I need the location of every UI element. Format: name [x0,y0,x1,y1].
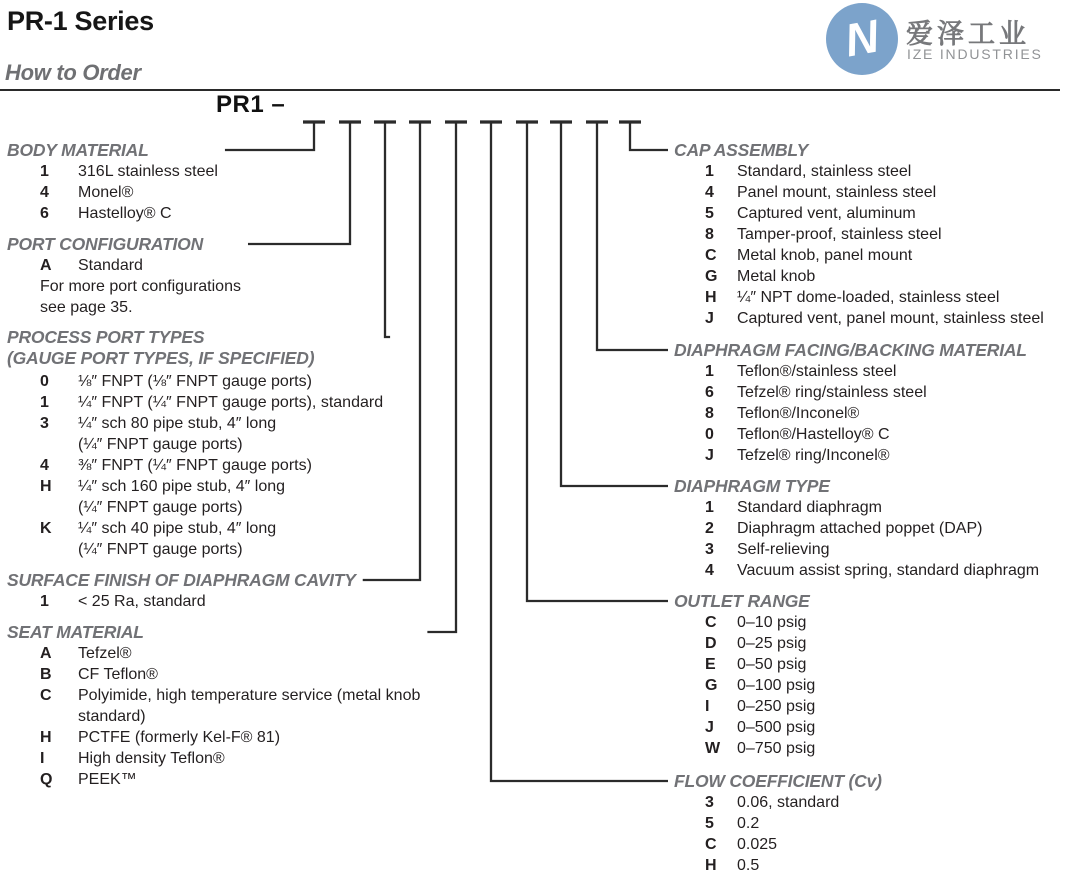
section-flow-coefficient [674,771,882,876]
option-code: 4 [40,457,49,474]
option-note-row [7,276,241,297]
section-outlet-range [674,591,815,759]
option-code: 1 [40,394,49,411]
option-code: 5 [705,815,714,832]
option-text: Metal knob, panel mount [737,247,913,264]
option-text: 0.06, standard [737,794,840,811]
option-code: 4 [705,562,714,579]
option-row [674,834,882,855]
option-text: 0–10 psig [737,614,807,631]
option-row [674,308,1044,329]
option-text: 0–25 psig [737,635,807,652]
option-row [674,792,882,813]
svg-text:N: N [840,9,883,67]
option-text: Standard [78,257,143,274]
option-text: PEEK™ [78,771,137,788]
option-text: Monel® [78,184,134,201]
option-code: D [705,635,717,652]
option-code: K [40,520,52,537]
option-code: 1 [40,163,49,180]
section-port-configuration [7,234,241,318]
option-text: Polyimide, high temperature service (metal knob [78,687,421,704]
model-prefix: PR1 – [216,91,286,118]
option-code: B [40,666,52,683]
option-text: 0–250 psig [737,698,816,715]
section-diaphragm-facing [674,340,1027,466]
option-text: 0.2 [737,815,760,832]
option-text: ¼″ NPT dome-loaded, stainless steel [737,289,1000,306]
option-row [674,675,815,696]
option-row [7,182,218,203]
option-row [7,664,420,685]
section-heading: PORT CONFIGURATION [7,234,204,254]
section-heading: DIAPHRAGM TYPE [674,476,830,496]
option-text: 0–500 psig [737,719,816,736]
option-row [674,633,815,654]
option-code: I [705,698,710,715]
option-row [7,748,420,769]
option-code: E [705,656,716,673]
option-code: 5 [705,205,714,222]
option-code: J [705,447,714,464]
option-code: 4 [705,184,714,201]
option-row [7,539,383,560]
option-row [7,643,420,664]
option-code: 1 [705,499,714,516]
option-row [674,403,1027,424]
option-code: Q [40,771,53,788]
section-subheading: (GAUGE PORT TYPES, IF SPECIFIED) [7,348,315,368]
option-row [7,434,383,455]
option-code: C [705,836,717,853]
option-row [7,413,383,434]
option-text: Captured vent, aluminum [737,205,916,222]
option-text: (¼″ FNPT gauge ports) [78,499,243,516]
option-row [674,539,1039,560]
option-row [7,371,383,392]
option-row [674,266,1044,287]
option-code: A [40,645,52,662]
option-row [674,518,1039,539]
option-row [7,455,383,476]
option-code: 2 [705,520,714,537]
section-heading: PROCESS PORT TYPES [7,327,205,347]
option-row [674,855,882,876]
option-row [674,445,1027,466]
option-row [674,654,815,675]
option-row [7,769,420,790]
option-note: see page 35. [40,299,133,316]
option-text: Tefzel® [78,645,132,662]
option-row [674,182,1044,203]
option-code: 1 [705,163,714,180]
option-code: G [705,677,718,694]
option-row [7,591,356,612]
option-code: 3 [40,415,49,432]
section-heading: SURFACE FINISH OF DIAPHRAGM CAVITY [7,570,356,590]
option-text: Tamper-proof, stainless steel [737,226,942,243]
page-title: PR-1 Series [7,6,154,36]
option-text: 0–750 psig [737,740,816,757]
option-row [674,717,815,738]
option-row [674,245,1044,266]
logo-chinese-name: 爱泽工业 [906,19,1030,49]
option-code: W [705,740,721,757]
option-code: H [40,478,52,495]
option-text: Hastelloy® C [78,205,172,222]
how-to-order-heading: How to Order [5,60,141,85]
option-row [674,287,1044,308]
option-code: C [40,687,52,704]
option-row [7,518,383,539]
section-heading: SEAT MATERIAL [7,622,144,642]
option-text: Metal knob [737,268,816,285]
option-text: ¼″ FNPT (¼″ FNPT gauge ports), standard [78,394,384,411]
section-body-material [7,140,218,224]
option-text: 0.025 [737,836,778,853]
option-row [674,224,1044,245]
option-text: Teflon®/Hastelloy® C [737,426,890,443]
section-process-port-types [7,327,383,560]
option-text: ¼″ sch 40 pipe stub, 4″ long [78,520,277,537]
option-row [7,203,218,224]
option-row [7,392,383,413]
option-code: 0 [40,373,49,390]
option-row [7,706,420,727]
option-row [674,361,1027,382]
option-text: 316L stainless steel [78,163,218,180]
option-row [7,685,420,706]
option-code: 3 [705,541,714,558]
section-heading: FLOW COEFFICIENT (Cv) [674,771,882,791]
option-code: 8 [705,405,714,422]
option-code: A [40,257,52,274]
option-text: ¼″ sch 160 pipe stub, 4″ long [78,478,286,495]
option-code: 3 [705,794,714,811]
option-text: Tefzel® ring/Inconel® [737,447,890,464]
option-row [674,813,882,834]
option-code: 4 [40,184,49,201]
option-text: Self-relieving [737,541,830,558]
option-row [674,696,815,717]
option-text: (¼″ FNPT gauge ports) [78,436,243,453]
option-text: CF Teflon® [78,666,158,683]
option-row [674,738,815,759]
option-text: ¼″ sch 80 pipe stub, 4″ long [78,415,277,432]
option-text: Standard diaphragm [737,499,882,516]
option-code: 0 [705,426,714,443]
option-row [674,560,1039,581]
option-text: (¼″ FNPT gauge ports) [78,541,243,558]
section-diaphragm-type [674,476,1039,581]
option-code: J [705,310,714,327]
option-code: H [705,857,717,874]
option-row [674,382,1027,403]
option-code: 6 [705,384,714,401]
section-heading: BODY MATERIAL [7,140,149,160]
option-text: < 25 Ra, standard [78,593,206,610]
option-row [674,203,1044,224]
option-row [7,497,383,518]
option-code: C [705,247,717,264]
option-row [674,424,1027,445]
section-cap-assembly [674,140,1044,329]
option-text: 0.5 [737,857,760,874]
option-code: 1 [705,363,714,380]
option-code: J [705,719,714,736]
option-text: High density Teflon® [78,750,225,767]
option-code: I [40,750,45,767]
option-row [674,612,815,633]
option-note: For more port configurations [40,278,241,295]
section-heading: OUTLET RANGE [674,591,810,611]
option-row [7,255,241,276]
section-surface-finish [7,570,356,612]
section-heading: CAP ASSEMBLY [674,140,809,160]
section-heading: DIAPHRAGM FACING/BACKING MATERIAL [674,340,1027,360]
option-text: 0–50 psig [737,656,807,673]
option-text: Standard, stainless steel [737,163,912,180]
option-note-row [7,297,241,318]
option-row [674,161,1044,182]
option-row [674,497,1039,518]
section-seat-material [7,622,420,790]
option-code: 1 [40,593,49,610]
option-code: 8 [705,226,714,243]
option-text: ⅜″ FNPT (¼″ FNPT gauge ports) [78,457,312,474]
option-text: Diaphragm attached poppet (DAP) [737,520,983,537]
option-code: C [705,614,717,631]
option-text: Teflon®/stainless steel [737,363,897,380]
option-code: H [705,289,717,306]
option-text: ⅛″ FNPT (⅛″ FNPT gauge ports) [78,373,312,390]
option-row [7,727,420,748]
option-row [7,161,218,182]
option-text: PCTFE (formerly Kel-F® 81) [78,729,281,746]
option-text: Tefzel® ring/stainless steel [737,384,927,401]
option-text: Panel mount, stainless steel [737,184,937,201]
option-code: H [40,729,52,746]
option-code: 6 [40,205,49,222]
option-text: Captured vent, panel mount, stainless steel [737,310,1044,327]
option-text: Vacuum assist spring, standard diaphragm [737,562,1040,579]
option-text: 0–100 psig [737,677,816,694]
option-row [7,476,383,497]
option-code: G [705,268,718,285]
option-text: Teflon®/Inconel® [737,405,860,422]
logo-english-name: IZE INDUSTRIES [907,46,1043,62]
option-text: standard) [78,708,146,725]
